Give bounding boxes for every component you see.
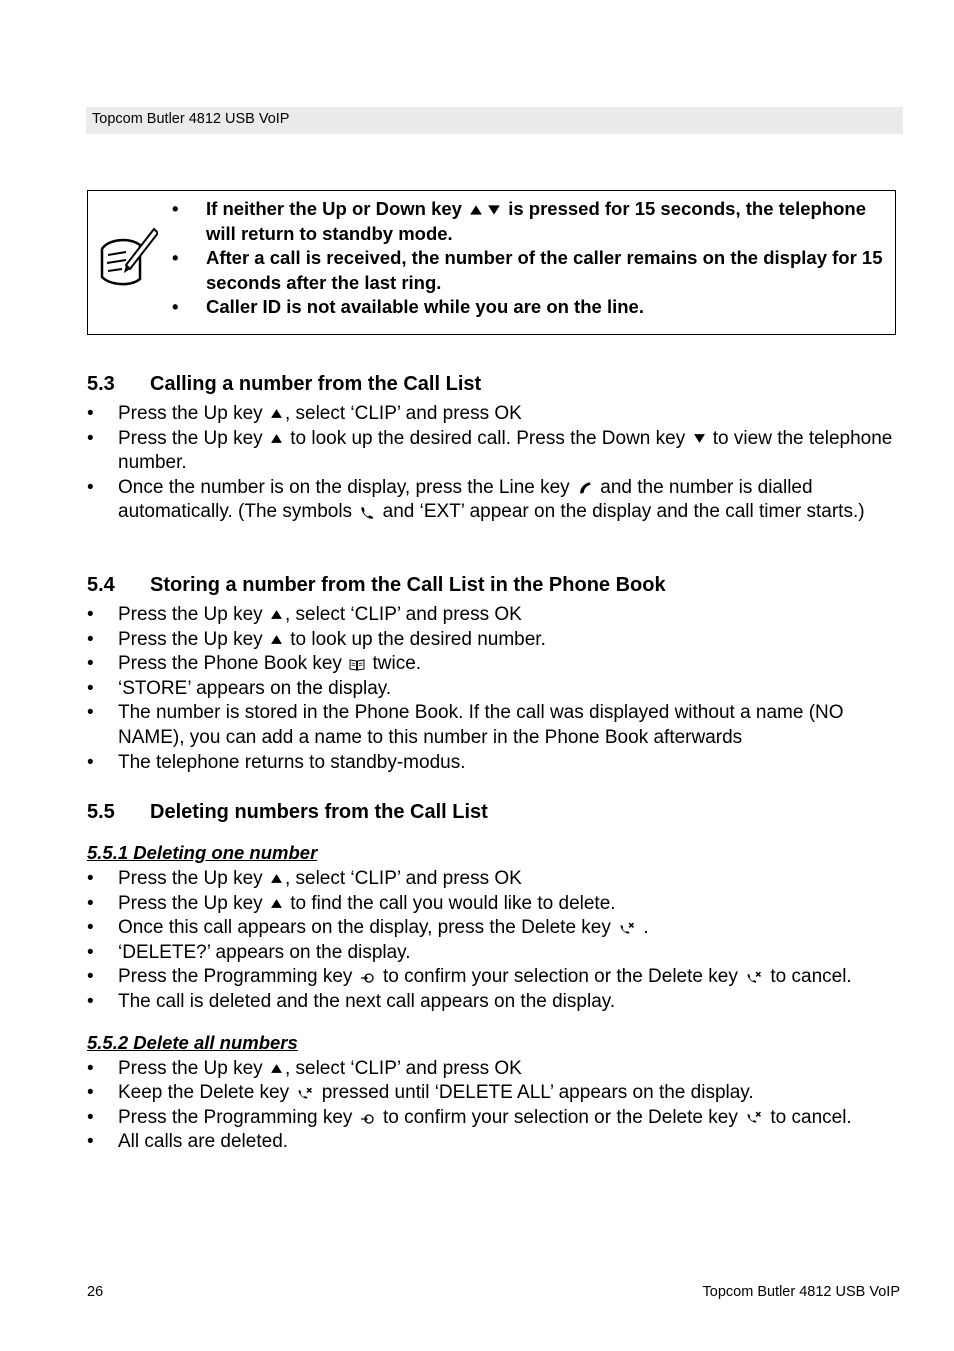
note-item: • Caller ID is not available while you are on the line. — [172, 295, 887, 320]
list-item: • Press the Up key , select ‘CLIP’ and press OK — [87, 603, 902, 628]
subsection-heading: 5.5.2 Delete all numbers — [87, 1031, 298, 1053]
list-item: • Press the Up key , select ‘CLIP’ and press OK — [87, 402, 902, 427]
bullet-list — [87, 867, 902, 1015]
note-item: • After a call is received, the number of the caller remains on the display for 15 seconds after the last ring. — [172, 246, 887, 295]
note-item: • If neither the Up or Down key is pressed for 15 seconds, the telephone will return to standby mode. — [172, 197, 887, 246]
up-arrow-icon — [270, 1062, 283, 1075]
programming-key-icon — [360, 1111, 376, 1125]
list-item: • Press the Up key to look up the desired call. Press the Down key to view the telephone number. — [87, 427, 902, 476]
bullet-list — [87, 402, 902, 525]
list-item: • ‘STORE’ appears on the display. — [87, 677, 902, 702]
up-arrow-icon — [270, 407, 283, 420]
bullet-list — [87, 1057, 902, 1155]
up-arrow-icon — [270, 872, 283, 885]
list-item: • Press the Phone Book key twice. — [87, 652, 902, 677]
up-arrow-icon — [270, 432, 283, 445]
list-item: • Once this call appears on the display, press the Delete key . — [87, 916, 902, 941]
page-number: 26 — [87, 1284, 104, 1300]
running-header-title: Topcom Butler 4812 USB VoIP — [92, 111, 290, 127]
programming-key-icon — [360, 970, 376, 984]
note-pencil-icon — [96, 225, 158, 291]
list-item: • Press the Up key to find the call you would like to delete. — [87, 892, 902, 917]
up-arrow-icon — [270, 897, 283, 910]
down-arrow-icon — [693, 432, 706, 445]
down-arrow-icon — [487, 203, 501, 217]
section-heading: 5.3 Calling a number from the Call List — [87, 373, 482, 395]
delete-key-icon — [296, 1086, 314, 1101]
phone-book-icon — [349, 657, 365, 671]
note-list — [172, 197, 887, 320]
subsection-heading: 5.5.1 Deleting one number — [87, 842, 318, 863]
list-item: • Press the Programming key to confirm your selection or the Delete key to cancel. — [87, 1106, 902, 1131]
list-item: • Once the number is on the display, press the Line key and the number is dialled automatically. (The symbols and ‘EXT’ appear on the display and the call timer starts.) — [87, 476, 902, 525]
running-header — [86, 107, 903, 134]
note-box — [87, 190, 896, 335]
footer-title: Topcom Butler 4812 USB VoIP — [702, 1284, 900, 1300]
delete-key-icon — [618, 921, 636, 936]
up-arrow-icon — [469, 203, 483, 217]
up-arrow-icon — [270, 608, 283, 621]
delete-key-icon — [745, 1110, 763, 1125]
list-item: • The telephone returns to standby-modus. — [87, 751, 902, 776]
list-item: • Press the Programming key to confirm your selection or the Delete key to cancel. — [87, 965, 902, 990]
list-item: • ‘DELETE?’ appears on the display. — [87, 941, 902, 966]
list-item: • Keep the Delete key pressed until ‘DELETE ALL’ appears on the display. — [87, 1081, 902, 1106]
line-key-icon — [577, 480, 593, 496]
up-arrow-icon — [270, 633, 283, 646]
section-heading: 5.4 Storing a number from the Call List in the Phone Book — [87, 574, 666, 596]
delete-key-icon — [745, 970, 763, 985]
section-5-3 — [87, 371, 902, 525]
bullet-list — [87, 603, 902, 775]
list-item: • Press the Up key to look up the desired number. — [87, 628, 902, 653]
list-item: • The call is deleted and the next call appears on the display. — [87, 990, 902, 1015]
list-item: • Press the Up key , select ‘CLIP’ and press OK — [87, 1057, 902, 1082]
list-item: • Press the Up key , select ‘CLIP’ and press OK — [87, 867, 902, 892]
list-item: • All calls are deleted. — [87, 1130, 902, 1155]
list-item: • The number is stored in the Phone Book. If the call was displayed without a name (NO NAME), you can add a name to this number in the Phone Book afterwards — [87, 701, 902, 750]
section-heading: 5.5 Deleting numbers from the Call List — [87, 801, 488, 823]
phone-symbol-icon — [359, 504, 375, 520]
section-5-5 — [87, 799, 902, 1155]
section-5-4 — [87, 572, 902, 775]
